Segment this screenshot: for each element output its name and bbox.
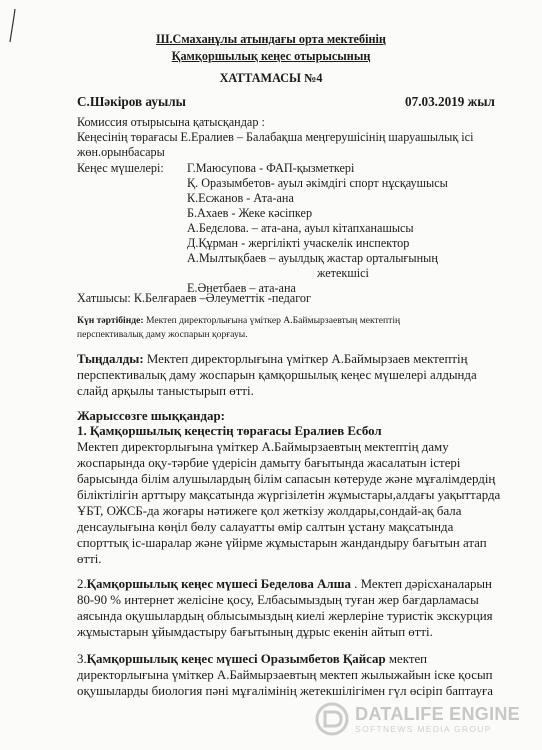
speaker-2-text: . Мектеп дәрісханаларын: [350, 577, 492, 591]
speaker-1-line: ҰБТ, ОЖСБ-да жоғары нәтижеге қол жеткізу жолдары,сондай-ақ бала: [77, 504, 462, 518]
member-item: Қ. Оразымбетов- ауыл әкімдігі спорт нұсқаушысы: [187, 176, 448, 190]
watermark-tagline: SOFTNEWS MEDIA GROUP: [355, 723, 492, 734]
speakers-title: Жарыссөзге шыққандар:: [77, 409, 225, 423]
speaker-1-title: 1. Қамқоршылық кеңестің төрағасы Ералиев Есбол: [77, 424, 382, 438]
heard-line-2: перспективалық даму жоспарын қамқоршылық кеңес мүшелері алдында: [77, 368, 477, 382]
speaker-3-text: мектеп: [385, 652, 428, 666]
meeting-date: 07.03.2019 жыл: [405, 94, 495, 109]
speaker-2-name: Қамқоршылық кеңес мүшесі Беделова Алша: [86, 577, 351, 591]
speaker-3-line: директорлығына үміткер А.Баймырзаевтың мектеп жылыжайын іске қосып: [77, 668, 493, 682]
speaker-3-line-1: [77, 651, 427, 667]
speaker-2-line: жұмыстарын ұйымдастыру бағытының дұрыс екенін айтып өтті.: [77, 625, 433, 639]
datalife-watermark: [315, 702, 520, 736]
agenda-line-2: перспективалық даму жоспарын қорғауы.: [77, 329, 248, 340]
speaker-1-line: өтті.: [77, 552, 102, 566]
member-item: А.Мылтықбаев – ауылдық жастар орталығының: [187, 251, 438, 265]
heard-line-3: слайд арқылы таныстырып өтті.: [77, 384, 254, 398]
heard-label: Тыңдалды:: [77, 352, 144, 366]
member-item: К.Есжанов - Ата-ана: [187, 191, 294, 205]
speaker-3-line: оқушыларды биология пәні мұғалімінің жетекшілігімен гүл өсіріп баптауға: [77, 684, 494, 698]
member-item: Б.Ахаев - Жеке кәсіпкер: [187, 206, 313, 220]
speaker-1-line: барысында білім алушылардың білім сапасын көтеруде және мұғалімдердің: [77, 472, 496, 486]
speaker-1-line: жоспарында оқу-тәрбие үдерісін дамыту бағытында жасалатын істері: [77, 456, 461, 470]
speaker-1-line: денсаулығына көңіл бөлу салауатты өмір салтын ұстану мақсатында: [77, 520, 454, 534]
chair-line-2: жөн.орынбасары: [77, 145, 165, 159]
agenda-text: Мектеп директорлығына үміткер А.Баймырзаевтың мектептің: [143, 315, 401, 326]
agenda-label: Күн тәртібінде:: [77, 315, 144, 326]
members-label: Кеңес мүшелері:: [77, 161, 164, 175]
watermark-text: [355, 705, 520, 734]
speaker-1-line: Мектеп директорлығына үміткер А.Баймырзаевтың мектептің даму: [77, 440, 449, 454]
member-item: Д.Құрман - жергілікті учаскелік инспектор: [187, 236, 410, 250]
speaker-2-line-1: [77, 576, 492, 592]
speaker-2-line: 80-90 % интернет желісіне қосу, Елбасымыздың туған жер бағдарламасы: [77, 593, 479, 607]
speaker-3-number: 3.: [77, 652, 87, 666]
speaker-2-number: 2.: [77, 577, 87, 591]
chair-line-1: Кеңесінің төрағасы Е.Ералиев – Балабақша меңгерушісінің шаруашылық ісі: [77, 130, 474, 144]
council-heading: Қамқоршылық кеңес отырысының: [171, 49, 371, 63]
member-item: Е.Әнетбаев – ата-ана: [187, 281, 296, 295]
heard-text: Мектеп директорлығына үміткер А.Баймырзаев мектептің: [143, 352, 468, 366]
member-item: А.Бедєлова. – ата-ана, ауыл кітапханашысы: [187, 221, 414, 235]
village-name: С.Шәкіров ауылы: [77, 94, 186, 109]
protocol-title: ХАТТАМАСЫ №4: [219, 71, 323, 85]
speaker-1-line: спорттық іс-шаралар және үйірме жұмыстарын жандандыру бағытын атап: [77, 536, 487, 550]
speaker-2-line: аясында оқушылардың облысымыздың киелі жерлеріне туристік экскурция: [77, 609, 493, 623]
member-item-continued: жетекшісі: [317, 266, 369, 280]
datalife-logo-icon: [315, 702, 349, 736]
member-item: Г.Маюсупова - ФАП-қызметкері: [187, 161, 355, 175]
speaker-1-line: біліктілігін арттыру мақсатында жүргізілетін жұмыстары,алдағы уақыттарда: [77, 488, 501, 502]
attendees-title: Комиссия отырысына қатысқандар :: [77, 115, 265, 129]
speaker-3-name: Қамқоршылық кеңес мүшесі Оразымбетов Қайсар: [86, 652, 386, 666]
agenda-line-1: [77, 315, 400, 327]
watermark-brand: DATALIFE ENGINE: [355, 703, 520, 724]
school-heading: Ш.Смаханұлы атындағы орта мектебінің: [156, 32, 386, 46]
heard-line-1: [77, 351, 468, 367]
secretary-line: Хатшысы: К.Белғараев –Әлеуметтік -педагог: [77, 291, 311, 305]
